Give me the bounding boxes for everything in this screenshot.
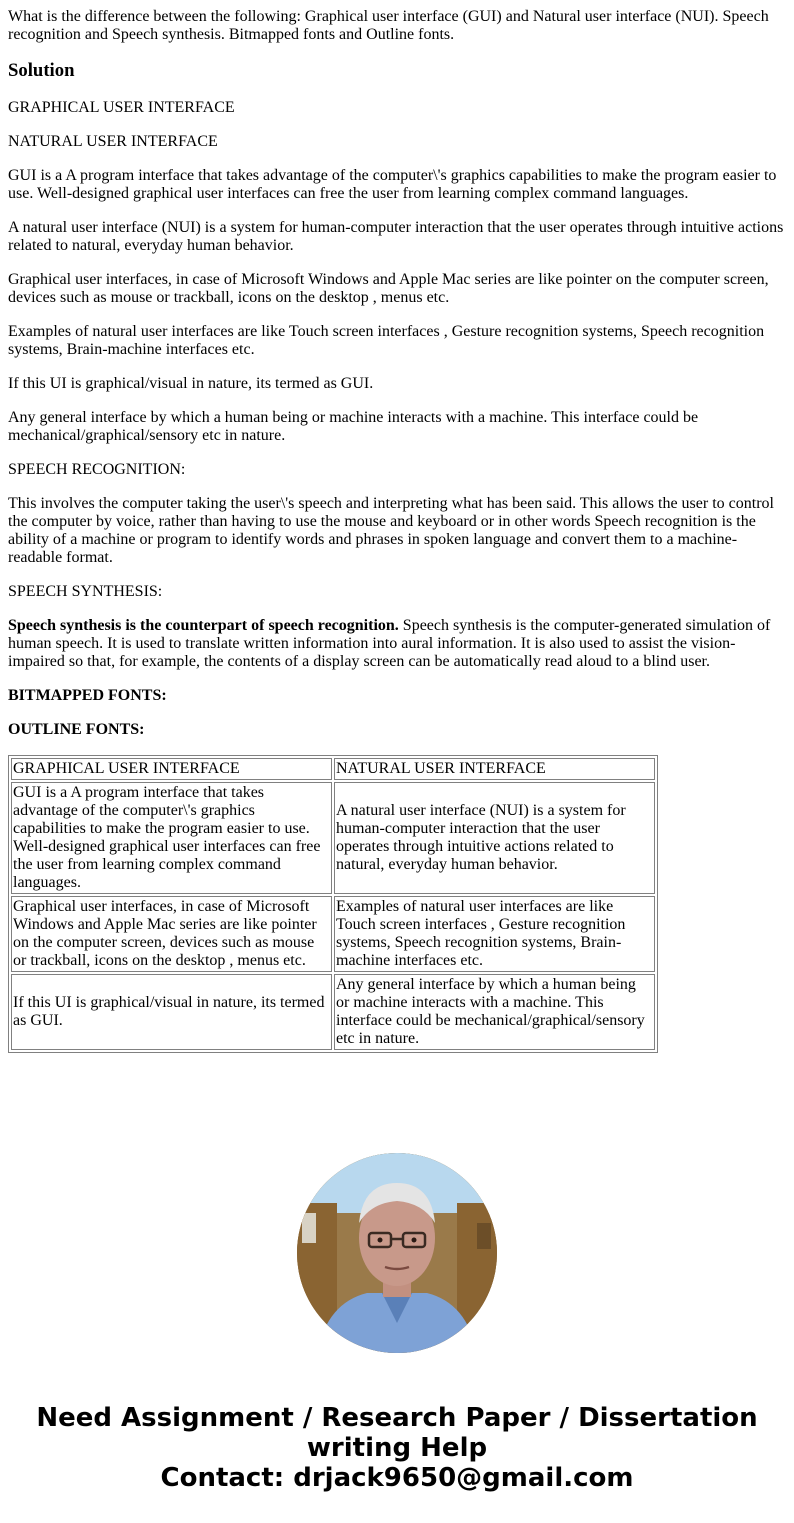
table-row bbox=[11, 758, 655, 780]
nui-definition: A natural user interface (NUI) is a system for human-computer interaction that the user operates through intuitive actions related to natural, everyday human behavior. bbox=[8, 219, 784, 254]
table-cell: NATURAL USER INTERFACE bbox=[334, 758, 655, 780]
table-cell: Graphical user interfaces, in case of Microsoft Windows and Apple Mac series are like pointer on the computer screen, devices such as mouse or trackball, icons on the desktop , menus etc. bbox=[11, 896, 332, 972]
outline-fonts-heading: OUTLINE FONTS: bbox=[8, 721, 145, 738]
speech-recognition-heading: SPEECH RECOGNITION: bbox=[8, 461, 186, 478]
speech-synthesis-text: Speech synthesis is the computer-generated simulation of human speech. It is used to translate written information into aural information. It is also used to assist the vision-impaired so that, for example, the contents of a display screen can be automatically read aloud to a blind user. bbox=[8, 617, 771, 670]
nui-heading: NATURAL USER INTERFACE bbox=[8, 133, 218, 150]
bitmapped-fonts-heading: BITMAPPED FONTS: bbox=[8, 687, 167, 704]
gui-note: If this UI is graphical/visual in nature, its termed as GUI. bbox=[8, 375, 374, 392]
promo-line: writing Help bbox=[306, 1433, 488, 1463]
avatar-photo-icon bbox=[297, 1153, 497, 1353]
table-cell: Any general interface by which a human being or machine interacts with a machine. This interface could be mechanical/graphical/sensory etc in nature. bbox=[334, 974, 655, 1050]
table-row bbox=[11, 896, 655, 972]
table-row bbox=[11, 782, 655, 894]
avatar bbox=[297, 1153, 497, 1353]
question-text: What is the difference between the following: Graphical user interface (GUI) and Natural user interface (NUI). Speech recognition and Speech synthesis. Bitmapped fonts and Outline fonts. bbox=[8, 8, 769, 43]
table-cell: If this UI is graphical/visual in nature, its termed as GUI. bbox=[11, 974, 332, 1050]
table-cell: GRAPHICAL USER INTERFACE bbox=[11, 758, 332, 780]
gui-definition: GUI is a A program interface that takes advantage of the computer\'s graphics capabilities to make the program easier to use. Well-designed graphical user interfaces can free the user from learning complex command languages. bbox=[8, 167, 777, 202]
nui-note: Any general interface by which a human being or machine interacts with a machine. This interface could be mechanical/graphical/sensory etc in nature. bbox=[8, 409, 699, 444]
gui-examples: Graphical user interfaces, in case of Microsoft Windows and Apple Mac series are like pointer on the computer screen, devices such as mouse or trackball, icons on the desktop , menus etc. bbox=[8, 271, 769, 306]
comparison-table bbox=[8, 755, 658, 1053]
promo-contact: Contact: drjack9650@gmail.com bbox=[160, 1463, 634, 1493]
speech-synthesis-bold: Speech synthesis is the counterpart of speech recognition. bbox=[8, 617, 399, 634]
table-row bbox=[11, 974, 655, 1050]
solution-heading: Solution bbox=[8, 60, 75, 81]
table-cell: Examples of natural user interfaces are like Touch screen interfaces , Gesture recognition systems, Speech recognition systems, Brain-machine interfaces etc. bbox=[334, 896, 655, 972]
table-cell: A natural user interface (NUI) is a system for human-computer interaction that the user operates through intuitive actions related to natural, everyday human behavior. bbox=[334, 782, 655, 894]
table-cell: GUI is a A program interface that takes advantage of the computer\'s graphics capabilities to make the program easier to use. Well-designed graphical user interfaces can free the user from learning complex command languages. bbox=[11, 782, 332, 894]
promo-line: Need Assignment / Research Paper / Dissertation bbox=[36, 1403, 758, 1433]
speech-synthesis-paragraph bbox=[8, 617, 786, 671]
gui-heading: GRAPHICAL USER INTERFACE bbox=[8, 99, 235, 116]
speech-synthesis-heading: SPEECH SYNTHESIS: bbox=[8, 583, 163, 600]
speech-recognition-text: This involves the computer taking the user\'s speech and interpreting what has been said. This allows the user to control the computer by voice, rather than having to use the mouse and keyboard or in other words Speech recognition is the ability of a machine or program to identify words and phrases in spoken language and convert them to a machine-readable format. bbox=[8, 495, 774, 566]
nui-examples: Examples of natural user interfaces are like Touch screen interfaces , Gesture recognition systems, Speech recognition systems, Brain-machine interfaces etc. bbox=[8, 323, 765, 358]
promo-text bbox=[0, 1403, 794, 1493]
promo-section bbox=[0, 1153, 794, 1493]
